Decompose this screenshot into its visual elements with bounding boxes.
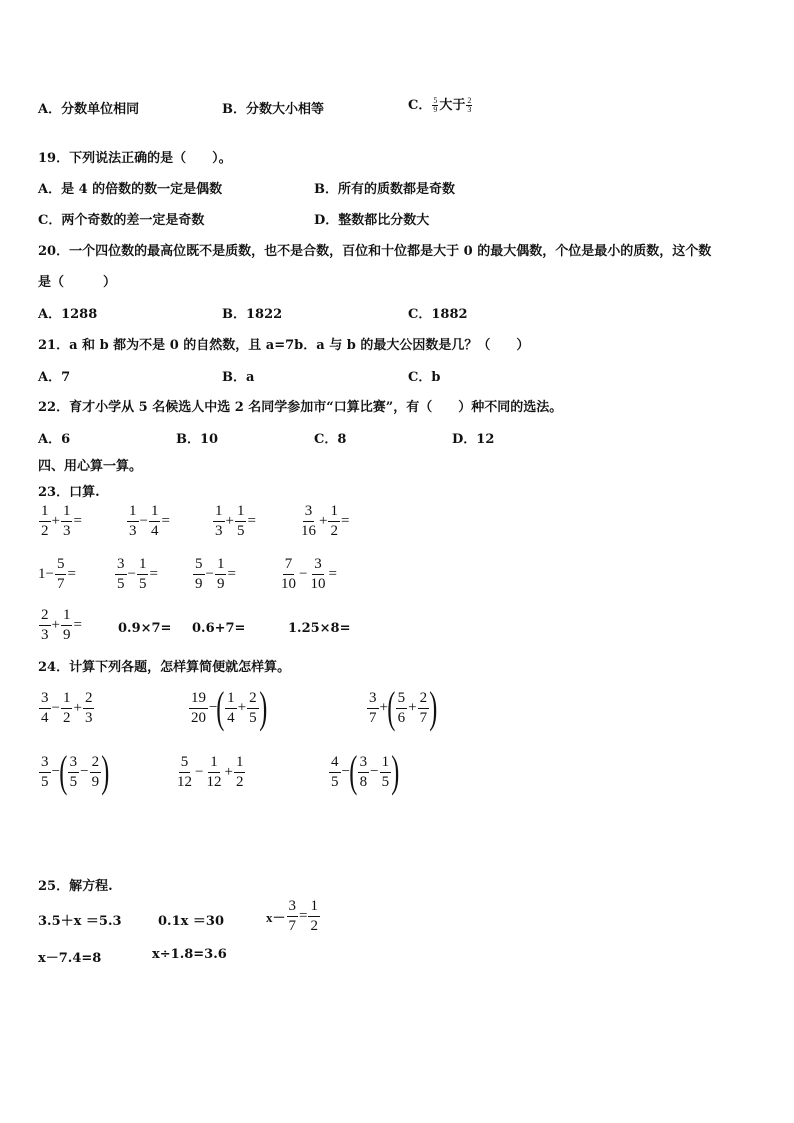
fraction: $\frac{1}{3}$ xyxy=(215,503,223,539)
fraction: $\frac{3}{16}$ xyxy=(301,503,316,539)
fraction: $\frac{2}{3}$ xyxy=(467,96,472,114)
q23-decimal-2: 0.6+7= xyxy=(192,621,246,636)
q25-eq-3: x－ $\frac{3}{7}$ = $\frac{1}{2}$ xyxy=(266,898,318,934)
q24-expr-3: $\frac{3}{7}$ +( $\frac{5}{6}$ + $\frac{2}{7}$ ) xyxy=(369,683,438,732)
fraction: $\frac{5}{9}$ xyxy=(195,556,203,592)
q23-expr-8: $\frac{7}{10}$ − $\frac{3}{10}$ = xyxy=(281,556,337,592)
fraction: $\frac{3}{5}$ xyxy=(117,556,125,592)
fraction: $\frac{3}{4}$ xyxy=(41,690,49,726)
q20-option-b: B．1822 xyxy=(222,307,283,322)
q24-expr-4: $\frac{3}{5}$ −( $\frac{3}{5}$ − $\frac{2}{9}$ ) xyxy=(41,747,110,796)
q21-option-c: C．b xyxy=(408,370,441,385)
fraction: $\frac{3}{7}$ xyxy=(288,898,297,934)
q21-stem: 21．a 和 b 都为不是 0 的自然数，且 a=7b．a 与 b 的最大公因数是几？（ ） xyxy=(38,338,530,353)
fraction: $\frac{1}{9}$ xyxy=(216,556,225,592)
fraction: $\frac{1}{9}$ xyxy=(62,607,71,643)
fraction: $\frac{5}{9}$ xyxy=(433,96,438,114)
fraction: $\frac{1}{3}$ xyxy=(129,503,137,539)
q23-expr-4: $\frac{3}{16}$ + $\frac{1}{2}$ = xyxy=(301,503,350,539)
q22-option-a: A．6 xyxy=(38,432,71,447)
q18-option-b: B．分数大小相等 xyxy=(222,102,324,117)
q19-option-d: D．整数都比分数大 xyxy=(314,213,430,228)
q22-option-c: C．8 xyxy=(314,432,347,447)
q23-expr-9: $\frac{2}{3}$ + $\frac{1}{9}$ = xyxy=(41,607,82,643)
option-c-prefix: C． xyxy=(408,98,432,113)
fraction: $\frac{1}{2}$ xyxy=(310,898,318,934)
fraction: $\frac{1}{4}$ xyxy=(227,689,235,726)
fraction: $\frac{5}{12}$ xyxy=(177,754,192,790)
fraction: $\frac{1}{5}$ xyxy=(381,753,390,790)
q24-expr-2: $\frac{19}{20}$ −( $\frac{1}{4}$ + $\frac{2}{5}$ ) xyxy=(191,683,267,732)
fraction: $\frac{1}{3}$ xyxy=(62,503,71,539)
q25-eq-4: x－7.4=8 xyxy=(38,951,102,966)
fraction: $\frac{1}{4}$ xyxy=(150,503,159,539)
q25-stem: 25．解方程. xyxy=(38,879,113,894)
fraction: $\frac{1}{12}$ xyxy=(206,754,222,790)
fraction: $\frac{19}{20}$ xyxy=(191,689,206,726)
q22-stem: 22．育才小学从 5 名候选人中选 2 名同学参加市“口算比赛”，有（ ）种不同的选法。 xyxy=(38,400,563,415)
q21-option-a: A．7 xyxy=(38,370,71,385)
fraction: $\frac{1}{2}$ xyxy=(41,503,49,539)
fraction: $\frac{4}{5}$ xyxy=(331,753,339,790)
fraction: $\frac{3}{8}$ xyxy=(359,753,368,790)
fraction: $\frac{3}{5}$ xyxy=(69,753,78,790)
q23-expr-2: $\frac{1}{3}$ − $\frac{1}{4}$ = xyxy=(129,503,170,539)
q20-option-c: C．1882 xyxy=(408,307,468,322)
q23-expr-3: $\frac{1}{3}$ + $\frac{1}{5}$ = xyxy=(215,503,256,539)
fraction: $\frac{7}{10}$ xyxy=(281,556,296,592)
fraction: $\frac{2}{5}$ xyxy=(249,689,257,726)
fraction: $\frac{5}{7}$ xyxy=(56,556,65,592)
fraction: $\frac{1}{2}$ xyxy=(330,503,338,539)
fraction: $\frac{1}{2}$ xyxy=(62,690,71,726)
fraction: $\frac{2}{3}$ xyxy=(84,690,93,726)
q23-expr-7: $\frac{5}{9}$ − $\frac{1}{9}$ = xyxy=(195,556,236,592)
fraction: $\frac{5}{6}$ xyxy=(397,689,406,726)
q20-stem-line1: 20．一个四位数的最高位既不是质数，也不是合数，百位和十位都是大于 0 的最大偶数，个位是最小的质数，这个数 xyxy=(38,244,712,259)
fraction: $\frac{3}{10}$ xyxy=(310,556,326,592)
q22-option-d: D．12 xyxy=(452,432,495,447)
q24-expr-1: $\frac{3}{4}$ − $\frac{1}{2}$ + $\frac{2}{3}$ xyxy=(41,690,93,726)
fraction: $\frac{3}{5}$ xyxy=(41,753,49,790)
q25-eq-1: 3.5＋x ＝5.3 xyxy=(38,914,122,929)
q20-stem-line2: 是（ ） xyxy=(38,275,117,290)
q24-expr-6: $\frac{4}{5}$ −( $\frac{3}{8}$ − $\frac{1}{5}$ ) xyxy=(331,747,400,796)
q19-option-c: C．两个奇数的差一定是奇数 xyxy=(38,213,205,228)
fraction: $\frac{3}{7}$ xyxy=(369,689,377,726)
q23-expr-6: $\frac{3}{5}$ − $\frac{1}{5}$ = xyxy=(117,556,158,592)
q25-eq-2: 0.1x ＝30 xyxy=(158,914,224,929)
q19-option-a: A．是 4 的倍数的数一定是偶数 xyxy=(38,182,223,197)
q25-eq-5: x÷1.8=3.6 xyxy=(152,947,227,962)
q21-option-b: B．a xyxy=(222,370,255,385)
q24-stem: 24．计算下列各题，怎样算简便就怎样算。 xyxy=(38,660,291,675)
fraction: $\frac{2}{7}$ xyxy=(419,689,428,726)
fraction: $\frac{1}{5}$ xyxy=(138,556,147,592)
section-title: 四、用心算一算。 xyxy=(38,459,143,474)
q18-option-a: A．分数单位相同 xyxy=(38,102,140,117)
fraction: $\frac{1}{2}$ xyxy=(235,754,244,790)
q24-expr-5: $\frac{5}{12}$ − $\frac{1}{12}$ + $\frac{1}{2}$ xyxy=(177,754,244,790)
q19-option-b: B．所有的质数都是奇数 xyxy=(314,182,455,197)
q20-option-a: A．1288 xyxy=(38,307,98,322)
q19-stem: 19．下列说法正确的是（ ）。 xyxy=(38,151,232,166)
q22-option-b: B．10 xyxy=(176,432,219,447)
q23-expr-5: 1− $\frac{5}{7}$ = xyxy=(38,556,76,592)
q18-option-c: C． $\frac{5}{9}$ 大于 $\frac{2}{3}$ xyxy=(408,96,472,114)
fraction: $\frac{2}{3}$ xyxy=(41,607,49,643)
q23-stem: 23．口算. xyxy=(38,485,100,500)
fraction: $\frac{1}{5}$ xyxy=(236,503,245,539)
q23-expr-1: $\frac{1}{2}$ + $\frac{1}{3}$ = xyxy=(41,503,82,539)
q23-decimal-3: 1.25×8= xyxy=(288,621,351,636)
q23-decimal-1: 0.9×7= xyxy=(118,621,172,636)
fraction: $\frac{2}{9}$ xyxy=(91,753,100,790)
